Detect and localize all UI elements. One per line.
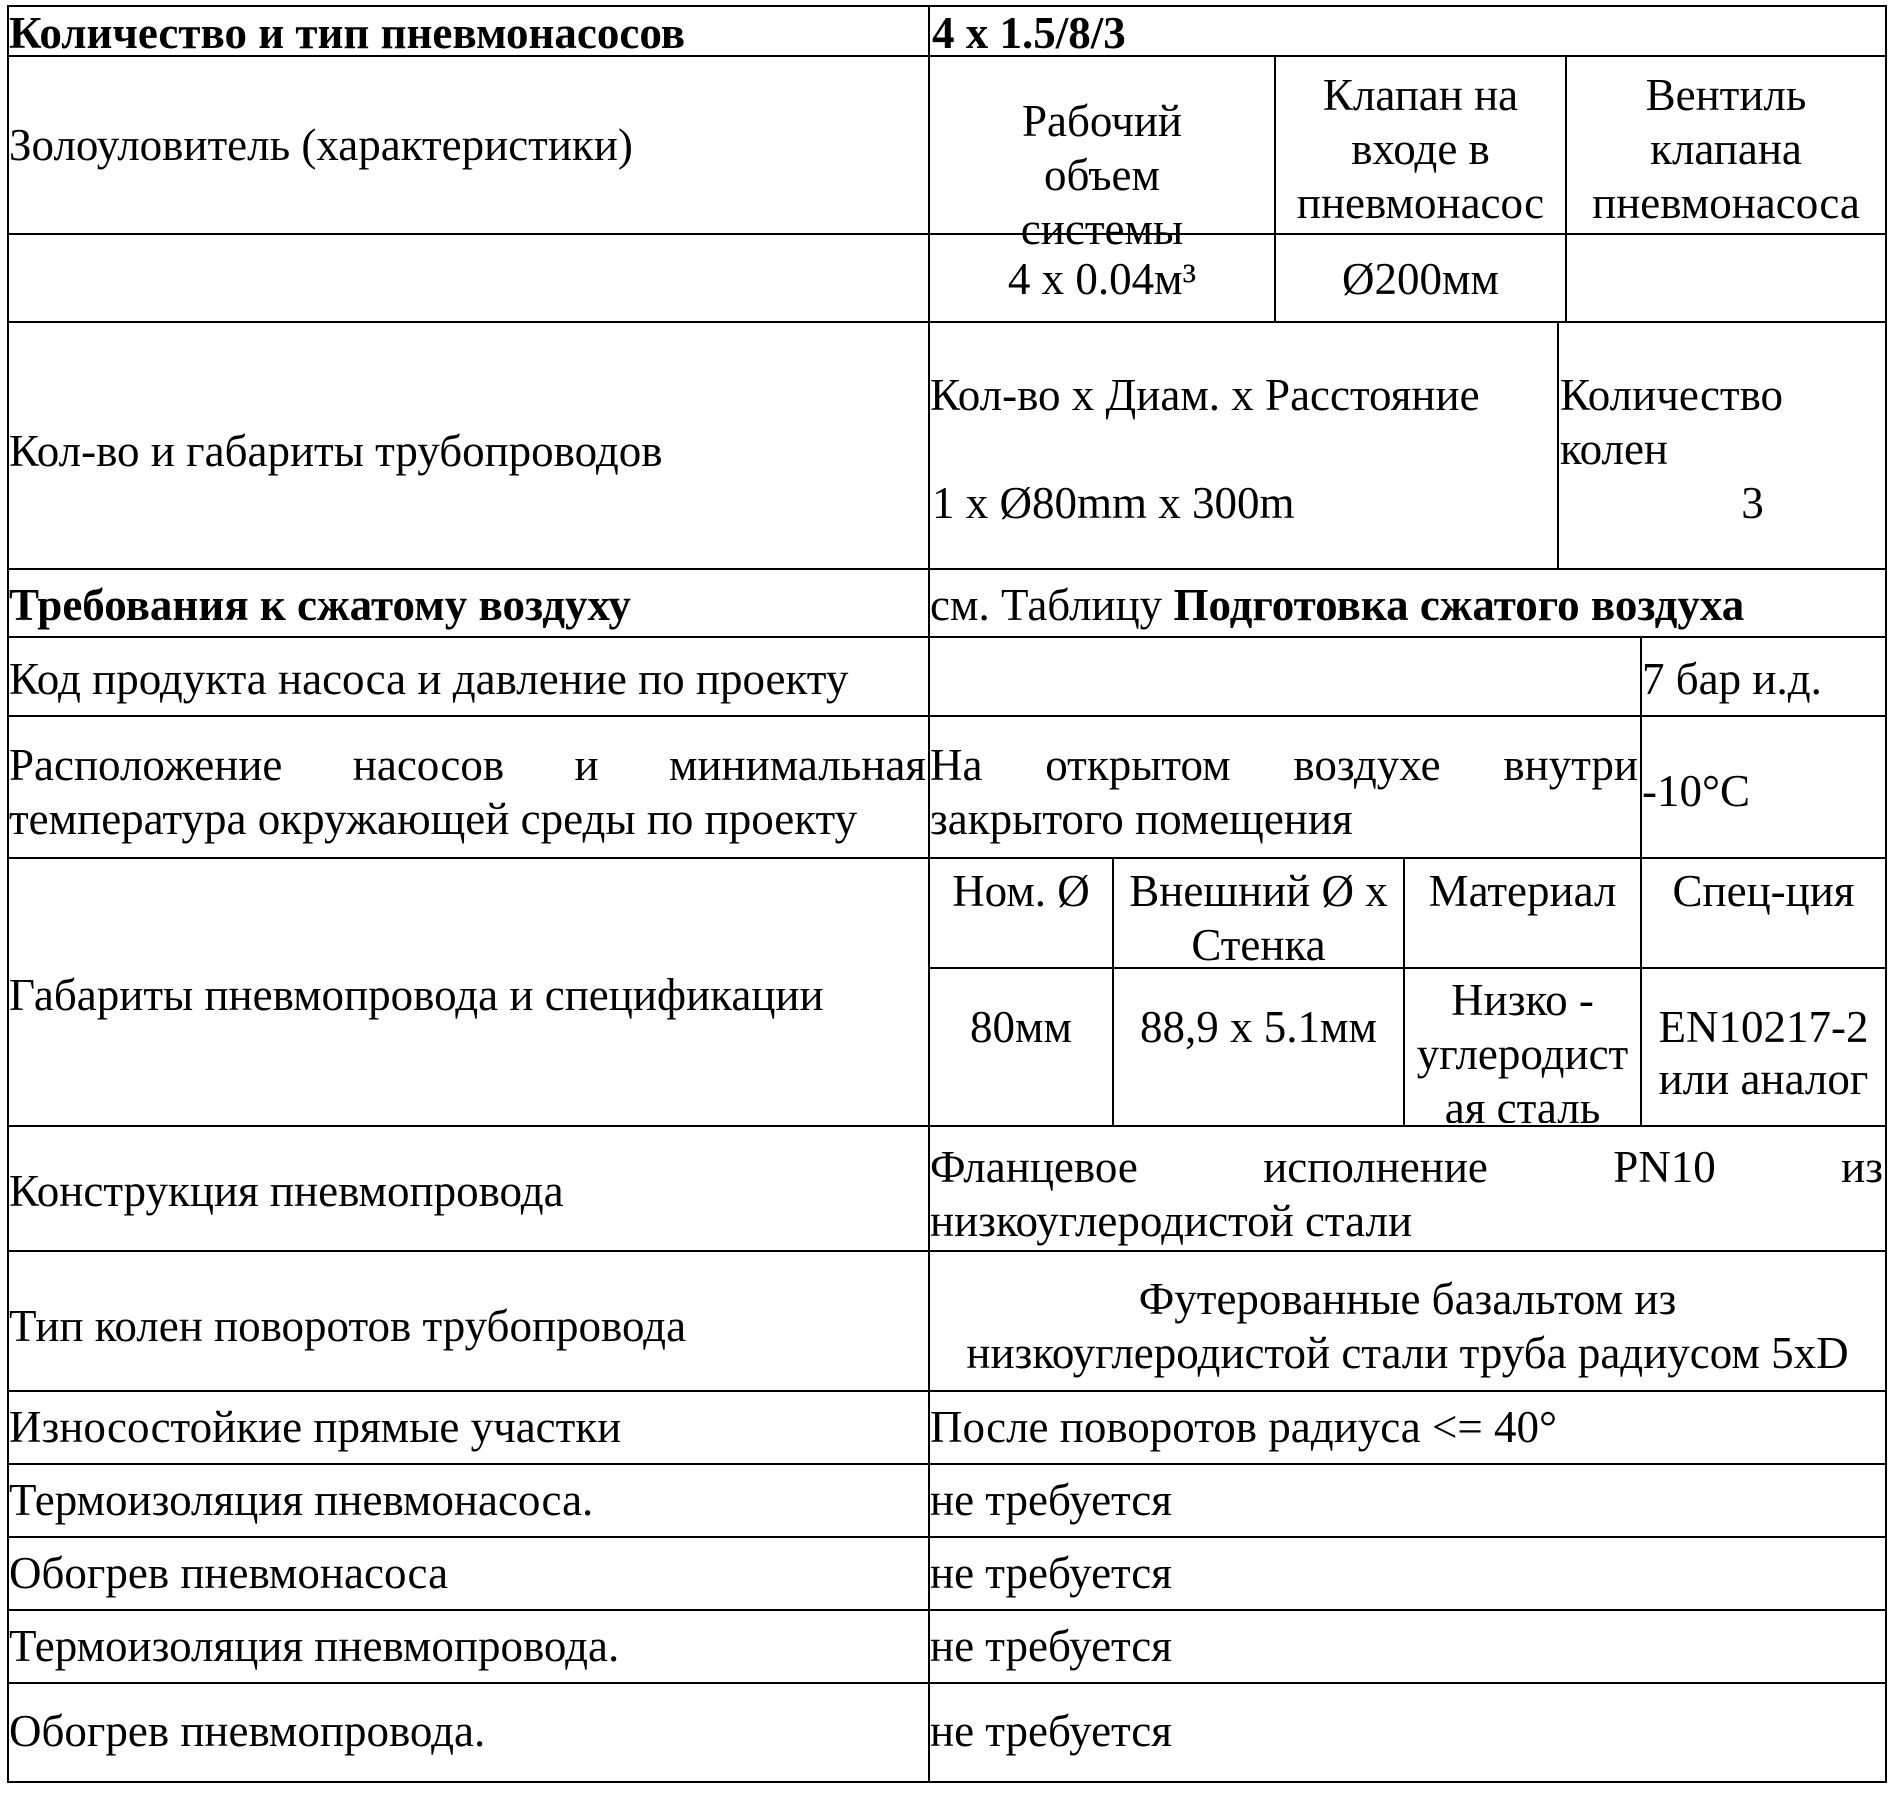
air-requirements-prefix: см. Таблицу <box>930 580 1163 630</box>
row-separator <box>7 1463 1887 1465</box>
bends-header-1: Количество <box>1560 370 1784 420</box>
ash-collector-label: Золоуловитель (характеристики) <box>9 120 633 170</box>
nominal-value: 80мм <box>970 1002 1072 1052</box>
air-requirements-label: Требования к сжатому воздуху <box>9 580 631 630</box>
min-temperature: -10°С <box>1642 766 1750 816</box>
pump-count-value: 4 x 1.5/8/3 <box>932 8 1126 58</box>
value-word: внутри <box>1503 740 1638 790</box>
construction-label: Конструкция пневмопровода <box>9 1166 564 1216</box>
inlet-valve-value: Ø200мм <box>1342 254 1499 304</box>
row-separator <box>7 1609 1887 1611</box>
construction-value-line2: низкоуглеродистой стали <box>930 1196 1413 1246</box>
location-label-line2: температура окружающей среды по проекту <box>9 794 858 844</box>
value-word: Фланцевое <box>930 1142 1138 1192</box>
pipelines-value: 1 x Ø80mm x 300m <box>932 478 1295 528</box>
pump-heating-label: Обогрев пневмонасоса <box>9 1548 449 1598</box>
pump-insulation-value: не требуется <box>930 1475 1172 1525</box>
product-code-label: Код продукта насоса и давление по проекту <box>9 654 849 704</box>
row-separator <box>7 715 1887 717</box>
material-value-line1: Низко - <box>1451 975 1594 1025</box>
outer-value: 88,9 х 5.1мм <box>1140 1002 1377 1052</box>
row-separator <box>7 1125 1887 1127</box>
outer-header-line2: Стенка <box>1191 920 1326 970</box>
spec-header: Спец-ция <box>1672 866 1855 916</box>
pipe-heating-label: Обогрев пневмопровода. <box>9 1706 486 1756</box>
pipelines-label: Кол-во и габариты трубопроводов <box>9 426 663 476</box>
bends-header-2: колен <box>1560 424 1668 474</box>
pipe-insulation-value: не требуется <box>930 1621 1172 1671</box>
pressure-value: 7 бар и.д. <box>1642 654 1822 704</box>
pipe-heating-value: не требуется <box>930 1706 1172 1756</box>
row-separator <box>7 857 1887 859</box>
spec-value-line1: EN10217-2 <box>1658 1002 1869 1052</box>
material-header: Материал <box>1428 866 1617 916</box>
material-value-line2: углеродист <box>1416 1029 1629 1079</box>
wear-straights-label: Износостойкие прямые участки <box>9 1402 622 1452</box>
value-word: из <box>1841 1142 1883 1192</box>
value-word: воздухе <box>1293 740 1441 790</box>
pipe-insulation-label: Термоизоляция пневмопровода. <box>9 1621 620 1671</box>
value-word: На <box>930 740 983 790</box>
pipe-dims-label: Габариты пневмопровода и спецификации <box>9 970 824 1020</box>
valve-gate-header: Вентиль клапана пневмонасоса <box>1592 70 1860 228</box>
label-word: минимальная <box>669 740 926 790</box>
row-separator <box>7 1250 1887 1252</box>
pipelines-header: Кол-во х Диам. х Расстояние <box>930 370 1480 420</box>
bend-type-line2: низкоуглеродистой стали труба радиусом 5хD <box>966 1328 1849 1378</box>
location-value-line2: закрытого помещения <box>930 794 1353 844</box>
table-bottom-border <box>7 1781 1887 1783</box>
location-label-line1 <box>9 738 926 792</box>
volume-header: Рабочий объем системы <box>1020 96 1184 254</box>
outer-header-line1: Внешний Ø х <box>1129 866 1388 916</box>
bend-type-line1: Футерованные базальтом из <box>1138 1274 1677 1324</box>
row-separator <box>7 1390 1887 1392</box>
air-requirements-ref: Подготовка сжатого воздуха <box>1173 580 1745 630</box>
row-separator <box>7 1536 1887 1538</box>
value-word: PN10 <box>1613 1142 1716 1192</box>
bend-type-label: Тип колен поворотов трубопровода <box>9 1301 687 1351</box>
value-word: открытом <box>1045 740 1231 790</box>
inlet-valve-header: Клапан на входе в пневмонасос <box>1296 70 1545 228</box>
row-separator <box>7 1682 1887 1684</box>
air-requirements-value <box>930 578 1744 632</box>
spec-value-line2: или аналог <box>1658 1054 1869 1104</box>
volume-value: 4 x 0.04м³ <box>1007 254 1197 304</box>
row-separator <box>7 321 1887 323</box>
material-value-line3: ая сталь <box>1444 1083 1601 1123</box>
wear-straights-value: После поворотов радиуса <= 40° <box>930 1402 1557 1452</box>
nominal-header: Ном. Ø <box>952 866 1090 916</box>
location-value-line1 <box>930 738 1638 792</box>
label-word: насосов <box>352 740 505 790</box>
row-separator <box>7 636 1887 638</box>
pump-insulation-label: Термоизоляция пневмонасоса. <box>9 1475 594 1525</box>
pump-heating-value: не требуется <box>930 1548 1172 1598</box>
sub-divider <box>1557 321 1559 568</box>
sub-row-separator <box>928 967 1887 969</box>
label-word: и <box>574 740 599 790</box>
value-word: исполнение <box>1263 1142 1488 1192</box>
table-right-border <box>1885 5 1887 1783</box>
bends-value: 3 <box>1741 478 1764 528</box>
row-separator <box>7 568 1887 570</box>
construction-value-line1 <box>930 1140 1883 1194</box>
label-word: Расположение <box>9 740 283 790</box>
pump-count-label: Количество и тип пневмонасосов <box>9 8 686 58</box>
